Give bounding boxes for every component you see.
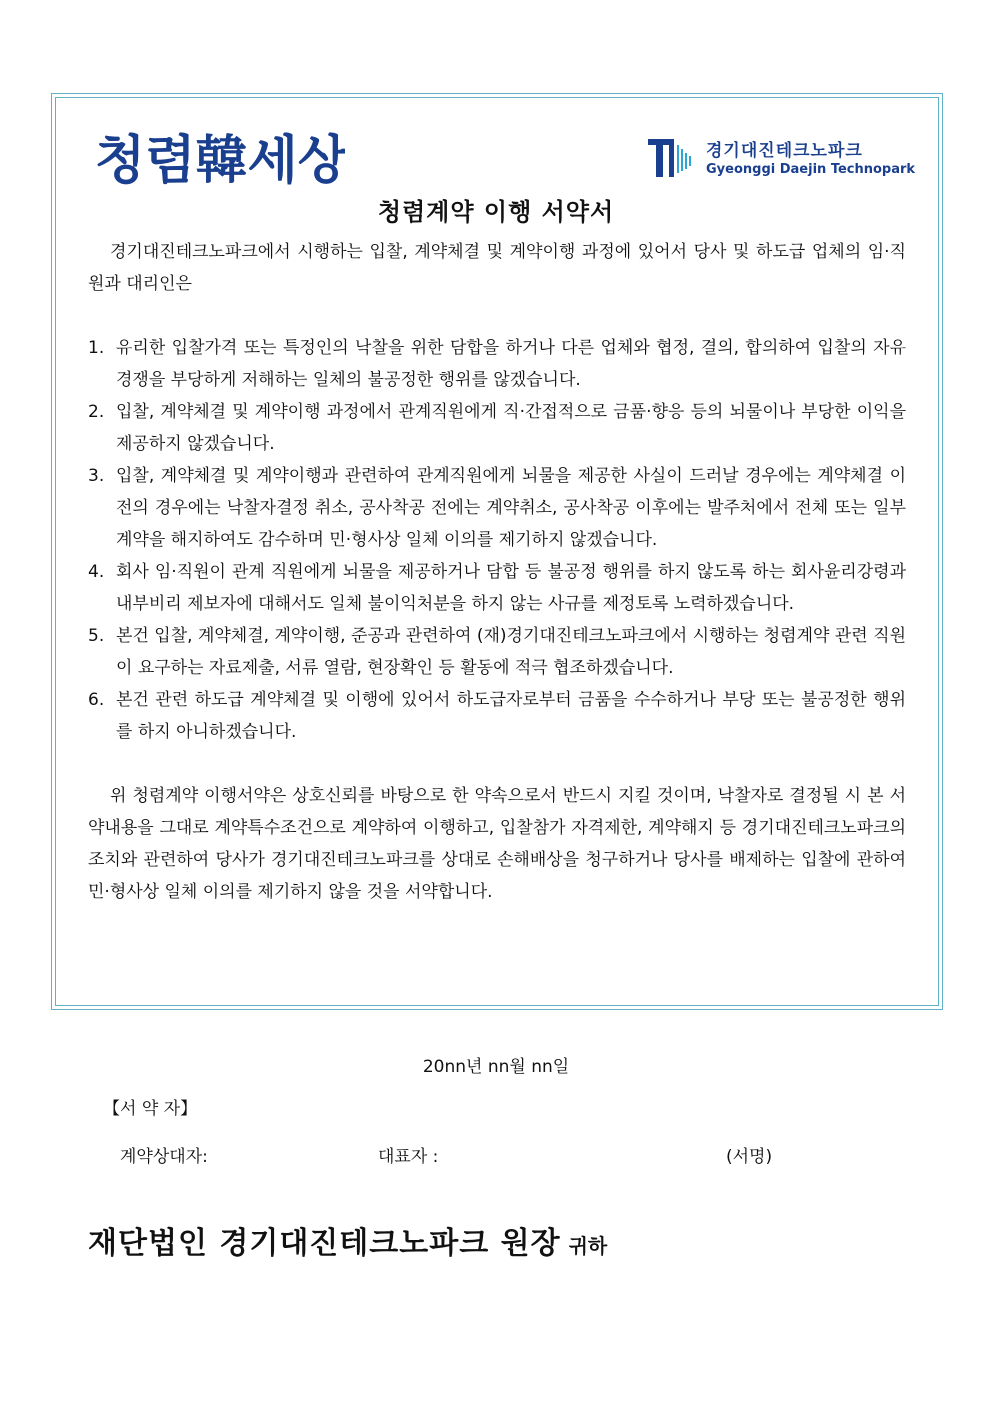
clause-item — [88, 620, 906, 684]
intro-paragraph: 경기대진테크노파크에서 시행하는 입찰, 계약체결 및 계약이행 과정에 있어서 당사 및 하도급 업체의 임·직원과 대리인은 — [88, 242, 906, 294]
clause-text: 본건 입찰, 계약체결, 계약이행, 준공과 관련하여 (재)경기대진테크노파크에서 시행하는 청렴계약 관련 직원이 요구하는 자료제출, 서류 열람, 현장확인 등 활동에 적극 협조하겠습니다. — [116, 626, 906, 678]
clause-text: 회사 임·직원이 관계 직원에게 뇌물을 제공하거나 담합 등 불공정 행위를 하지 않도록 하는 회사윤리강령과 내부비리 제보자에 대해서도 일체 불이익처분을 하지 않는 사규를 제정토록 노력하겠습니다. — [116, 562, 906, 614]
technopark-mark-icon — [648, 136, 698, 180]
contract-party-label: 계약상대자: — [120, 1147, 208, 1167]
clause-number: 5. — [88, 626, 105, 646]
clause-item — [88, 556, 906, 620]
closing-paragraph: 위 청렴계약 이행서약은 상호신뢰를 바탕으로 한 약속으로서 반드시 지킬 것이며, 낙찰자로 결정될 시 본 서약내용을 그대로 계약특수조건으로 계약하여 이행하고, 입찰참가 자격제한, 계약해지 등 경기대진테크노파크의 조치와 관련하여 당사가 경기대진테크노파크를 상대로 손해배상을 청구하거나 당사를 배제하는 입찰에 관하여 민·형사상 일체 이의를 제기하지 않을 것을 서약합니다. — [88, 786, 906, 902]
clause-item — [88, 332, 906, 396]
integrity-slogan-logo — [95, 120, 345, 192]
clause-number: 1. — [88, 338, 105, 358]
signer-heading: 【서 약 자】 — [103, 1099, 198, 1119]
clause-number: 4. — [88, 562, 105, 582]
addressee-honorific: 귀하 — [568, 1234, 608, 1258]
clause-item — [88, 684, 906, 748]
clause-text: 본건 관련 하도급 계약체결 및 이행에 있어서 하도급자로부터 금품을 수수하거나 부당 또는 불공정한 행위를 하지 아니하겠습니다. — [116, 690, 906, 742]
document-body — [88, 236, 906, 908]
clause-item — [88, 396, 906, 460]
clause-text: 유리한 입찰가격 또는 특정인의 낙찰을 위한 담합을 하거나 다른 업체와 협정, 결의, 합의하여 입찰의 자유경쟁을 부당하게 저해하는 일체의 불공정한 행위를 않겠습니다. — [116, 338, 906, 390]
slogan-logo-text: 청렴韓세상 — [95, 131, 345, 191]
technopark-logo-english: Gyeonggi Daejin Technopark — [706, 162, 916, 177]
addressee — [88, 1218, 607, 1262]
addressee-name: 재단법인 경기대진테크노파크 원장 — [88, 1226, 561, 1261]
clause-text: 입찰, 계약체결 및 계약이행 과정에서 관계직원에게 직·간접적으로 금품·향응 등의 뇌물이나 부당한 이익을 제공하지 않겠습니다. — [116, 402, 906, 454]
pledge-date: 20nn년 nn월 nn일 — [422, 1057, 570, 1077]
clause-number: 3. — [88, 466, 105, 486]
representative-label: 대표자 : — [378, 1147, 439, 1167]
signature-label: (서명) — [726, 1147, 773, 1167]
document-title: 청렴계약 이행 서약서 — [377, 198, 615, 226]
technopark-logo — [648, 134, 916, 182]
clause-text: 입찰, 계약체결 및 계약이행과 관련하여 관계직원에게 뇌물을 제공한 사실이 드러날 경우에는 계약체결 이전의 경우에는 낙찰자결정 취소, 공사착공 전에는 계약취소, 공사착공 이후에는 발주처에서 전체 또는 일부계약을 해지하여도 감수하며 민·형사상 일체 이의를 제기하지 않겠습니다. — [116, 466, 906, 550]
clause-number: 6. — [88, 690, 105, 710]
pledge-clauses — [88, 332, 906, 748]
technopark-logo-korean: 경기대진테크노파크 — [706, 141, 863, 161]
clause-item — [88, 460, 906, 556]
clause-number: 2. — [88, 402, 105, 422]
